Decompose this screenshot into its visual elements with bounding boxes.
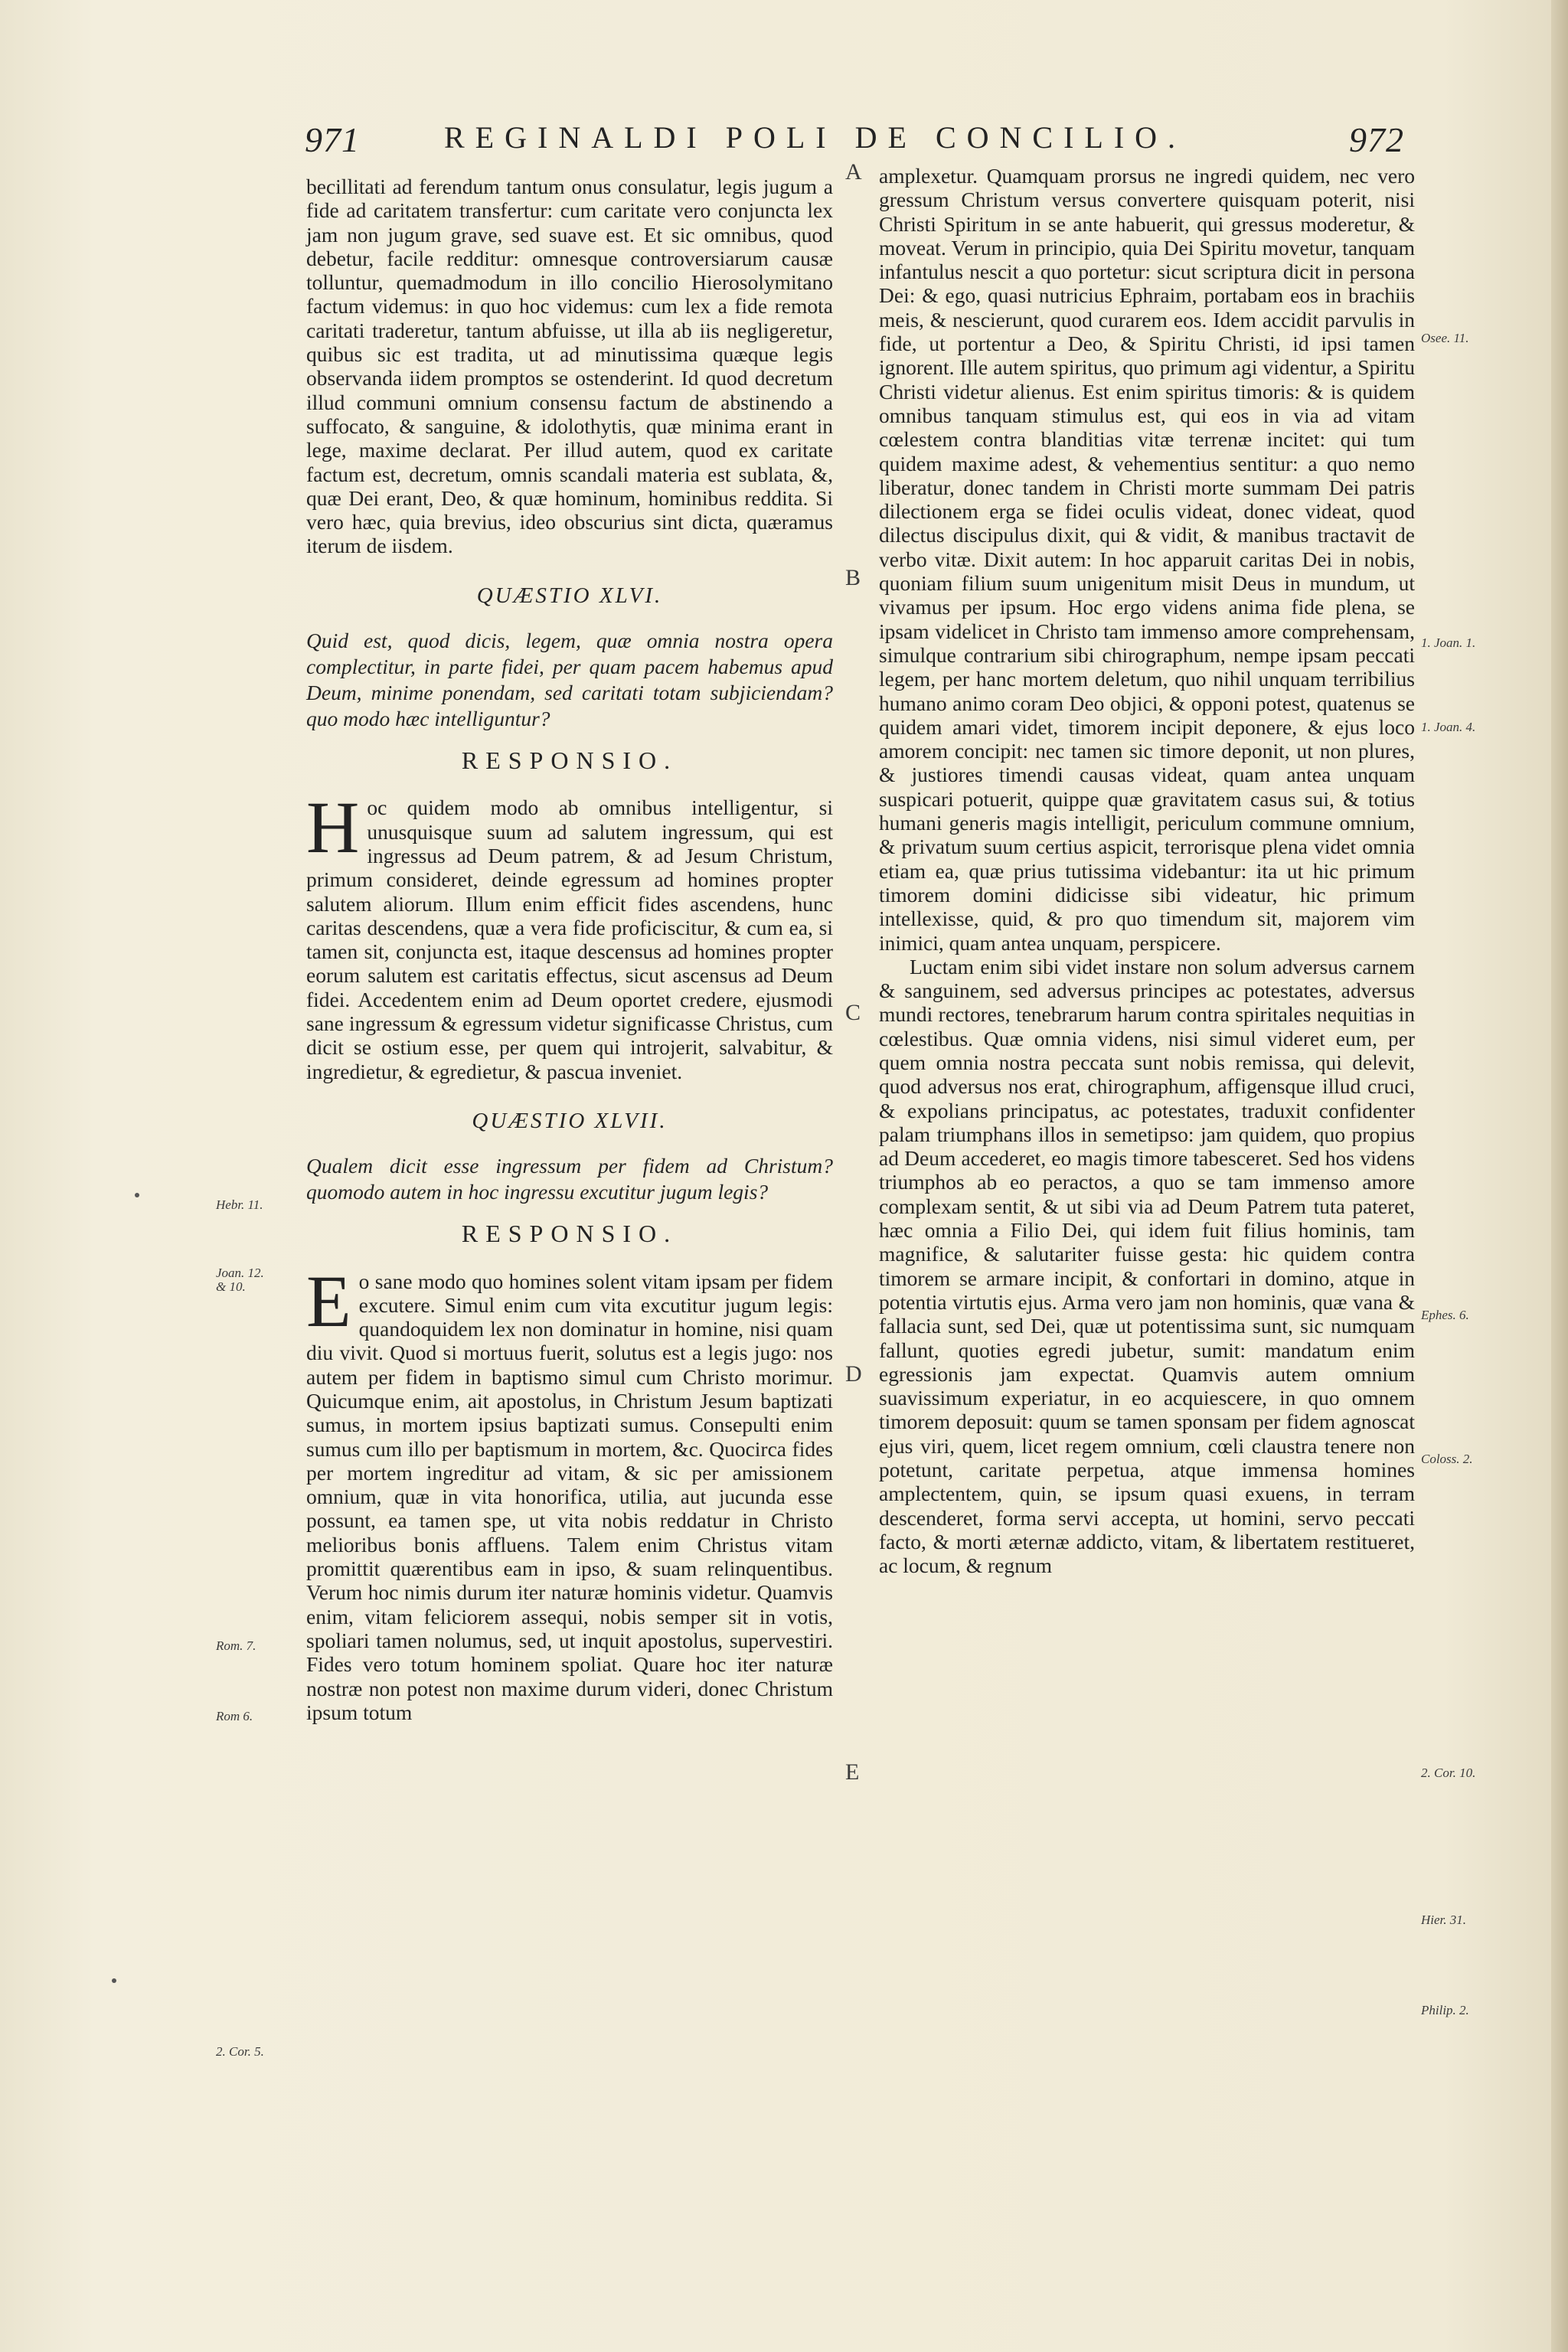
running-header bbox=[0, 115, 1568, 168]
section-letter: A bbox=[845, 159, 862, 185]
section-letter: B bbox=[845, 565, 861, 590]
paragraph: amplexetur. Quamquam prorsus ne ingredi quidem, nec vero gressum Christum versus convertere quisquam poterit, nisi Christi Spiritum in se ante habuerit, qui gressus moderetur, & moveat. Verum in principio, quia Dei Spiritu movetur, tanquam infantulus nescit a quo portetur: sicut scriptura dicit in persona Dei: & ego, quasi nutricius Ephraim, portabam eos in brachiis meis, & nescierunt, quod curarem eos. Idem accidit parvulis in fide, ut portentur a Deo, & Spiritu Christi, id ipsi tamen ignorent. Ille autem spiritus, quo primum agi videntur, a Spiritu Christi videtur alienus. Est enim spiritus timoris: & is quidem omnibus tanquam stimulus est, qui eos in via ad vitam cœlestem contra blanditias vitæ terrenæ incitet: qui tum quidem maxime adest, & vehementius sentitur: a quo nemo liberatur, donec tandem in Christi morte summam Dei patris dilectionem erga se fidei oculis videat, donec videat, quod dilectus discipulus dixit, qui & vidit, & manibus tractavit de verbo vitæ. Dixit autem: In hoc apparuit caritas Dei in nobis, quoniam filium suum unigenitum misit Deus in mundum, ut vivamus per ipsum. Hoc ergo videns anima fide plena, se ipsam videlicet in Christo tam immenso amore comprehensam, simulque contrarium sibi chirographum, nempe ipsam peccati legem, per hanc mortem deletum, quo nihil unquam terribilius humano animo coram Deo objici, & opponi potest, quatenus se quidem amari videt, timorem incipit deponere, & ejus loco amorem concipit: nec tamen sic timore deponit, ut non plures, & justiores timendi causas videat, quam antea unquam suspicari potuerit, quippe quæ gravitatem casus sui, & totius humani generis magis intelligit, periculum commune omnium, & privatum suum certius aspicit, terrorisque plena videt omnia etiam ea, quæ prius tutissima videbantur: ita ut hic primum timorem domini didicisse sibi videatur, hic primum intellexisse, quid, & pro quo timendum sit, majorem vim inimici, quam antea unquam, perspicere. bbox=[879, 164, 1415, 955]
response-heading: RESPONSIO. bbox=[461, 746, 678, 775]
response-heading: RESPONSIO. bbox=[461, 1220, 678, 1248]
margin-note: Hebr. 11. bbox=[216, 1197, 263, 1212]
margin-note: Philip. 2. bbox=[1421, 2003, 1469, 2017]
drop-cap: H bbox=[306, 786, 360, 869]
margin-note: Osee. 11. bbox=[1421, 331, 1469, 345]
page-number-left: 971 bbox=[305, 120, 360, 159]
margin-note: 1. Joan. 4. bbox=[1421, 720, 1476, 734]
response-paragraph: Eo sane modo quo homines solent vitam ipsam per fidem excutere. Simul enim cum vita excutitur jugum legis: quandoquidem lex non dominatur in homine, nisi quam diu vivit. Quod si mortuus fuerit, solutus est a legis jugo: nos autem per fidem in baptismo simul cum Christo morimur. Quicumque enim, ait apostolus, in Christum Jesum baptizati sumus, in mortem ipsius baptizati sumus. Consepulti enim sumus cum illo per baptismum in mortem, &c. Quocirca fides per mortem ingreditur ad vitam, & sic per amissionem omnium, quæ in vita honorifica, utilia, aut jucunda esse possunt, ea tamen spe, ut vita nobis reddatur in Christo melioribus bonis affluens. Talem enim Christus vitam promittit quærentibus eam in ipso, & suam relinquentibus. Verum hoc nimis durum iter naturæ hominis videtur. Quamvis enim, vitam feliciorem assequi, nobis semper sit in votis, spoliari tamen nolumus, sed, ut inquit apostolus, supervestiri. Fides vero totum hominem spoliat. Quare hoc iter naturæ nostræ non potest non maxime durum videri, donec Christum ipsum totum bbox=[306, 1259, 833, 1724]
margin-note: Coloss. 2. bbox=[1421, 1452, 1473, 1466]
response-paragraph: Hoc quidem modo ab omnibus intelligentur, si unusquisque suum ad salutem ingressum, qui est ingressus ad Deum patrem, & ad Jesum Christum, primum consideret, deinde egressum ad homines propter salutem aliorum. Illum enim efficit fides ascendens, hunc caritas descendens, quæ a vera fide proficiscitur, & cum ea, si tamen sit, conjuncta est, itaque descensus ad homines propter eorum salutem est caritatis effectus, sicut ascensus ad Deum fidei. Accedentem enim ad Deum oportet credere, ejusmodi sane ingressum & egressum videtur significasse Christus, cum dicit se ostium esse, per quem qui introjerit, salvabitur, & ingredietur, & egredietur, & pascua inveniet. bbox=[306, 786, 833, 1083]
question-text: Qualem dicit esse ingressum per fidem ad Christum? quomodo autem in hoc ingressu excutitur jugum legis? bbox=[306, 1154, 833, 1204]
margin-note: 2. Cor. 5. bbox=[216, 2044, 264, 2059]
section-letter: C bbox=[845, 1000, 861, 1025]
margin-note: Joan. 12. & 10. bbox=[216, 1266, 264, 1294]
paragraph: becillitati ad ferendum tantum onus consulatur, legis jugum a fide ad caritatem transfertur: cum caritate vero conjuncta lex jam non jugum grave, sed suave est. Et sic omnibus, quod debetur, facile redditur: omnesque controversiarum causæ tolluntur, quemadmodum in illo concilio Hierosolymitano factum videmus: in quo hoc videmus: cum lex a fide remota caritati traderetur, tantum abfuisse, ut illa ab iis negligeretur, quibus sic est tradita, ut ad minutissima quæque legis observanda iidem promptos se ostenderint. Id quod decretum illud communi omnium consensu factum de abstinendo a suffocato, & sanguine, & idolothytis, quæ minima erant in lege, maxime declarat. Per illud autem, quod ex caritate factum est, decretum, omnis scandali materia est sublata, &, quæ Dei erant, Deo, & quæ hominum, hominibus reddita. Si vero hæc, quia brevius, ideo obscurius sint dicta, quæramus iterum de iisdem. bbox=[306, 175, 833, 558]
margin-note: Rom. 7. bbox=[216, 1638, 256, 1653]
page-number-right: 972 bbox=[1349, 120, 1404, 159]
paragraph: Luctam enim sibi videt instare non solum adversus carnem & sanguinem, sed adversus principes ac potestates, adversus mundi rectores, tenebrarum harum contra spiritales nequitias in cœlestibus. Quæ omnia videns, nisi simul videret eum, per quem omnia nostra peccata sunt nobis remissa, qui delevit, quod adversus nos erat, chirographum, affigensque illud cruci, & expolians principatus, ac potestates, traduxit confidenter palam triumphans illos in semetipso: jam quidem, quo propius ad Deum accederet, eo magis timore tabesceret. Sed hos videns triumphos ab eo peractos, a quo se tam immenso amore complexam sentit, & ut sibi via ad Deum Patrem tuta pateret, hæc omnia a Filio Dei, qui idem fuit filius hominis, tam magnifice, & salutariter fuisse gesta: hic quidem contra timorem se armare incipit, & confortari in domino, atque in potentia virtutis ejus. Arma vero jam non hominis, quæ vana & fallacia sunt, sed Dei, quæ ut potentissima sunt, sic numquam fallunt, quoties egredi jubetur, sumit: mandatum enim egressionis jam expectat. Quamvis autem omnium suavissimum experiatur, in eo acquiescere, in quo omnem timorem deposuit: quum se tamen sponsam per fidem agnoscat ejus viri, quem, licet regem omnium, cœli claustra tenere non potetunt, caritate perpetua, atque immensa homines amplectentem, quin, se ipsum quasi exuens, in terram descenderet, forma servi accepta, ut homini, servo peccati facto, & morti æternæ addicto, vitam, & libertatem restitueret, ac locum, & regnum bbox=[879, 954, 1415, 1578]
running-title: REGINALDI POLI DE CONCILIO. bbox=[444, 120, 1187, 155]
right-column bbox=[879, 164, 1415, 1578]
section-letter: D bbox=[845, 1361, 862, 1387]
drop-cap: E bbox=[306, 1259, 351, 1342]
question-heading: QUÆSTIO XLVII. bbox=[472, 1108, 668, 1133]
left-column bbox=[306, 175, 833, 1724]
ink-mark bbox=[135, 1193, 139, 1197]
margin-note: 1. Joan. 1. bbox=[1421, 635, 1476, 650]
margin-note: 2. Cor. 10. bbox=[1421, 1766, 1476, 1780]
section-letter: E bbox=[845, 1759, 860, 1785]
question-heading: QUÆSTIO XLVI. bbox=[476, 583, 663, 608]
margin-note: Rom 6. bbox=[216, 1709, 253, 1723]
page-edge bbox=[1551, 0, 1568, 2352]
margin-note: Hier. 31. bbox=[1421, 1913, 1467, 1927]
margin-note: Ephes. 6. bbox=[1421, 1308, 1469, 1322]
question-text: Quid est, quod dicis, legem, quæ omnia nostra opera complectitur, in parte fidei, per quam pacem habemus apud Deum, minime ponendam, sed caritati totam subjiciendam? quo modo hæc intelliguntur? bbox=[306, 629, 833, 731]
ink-mark bbox=[112, 1978, 116, 1983]
